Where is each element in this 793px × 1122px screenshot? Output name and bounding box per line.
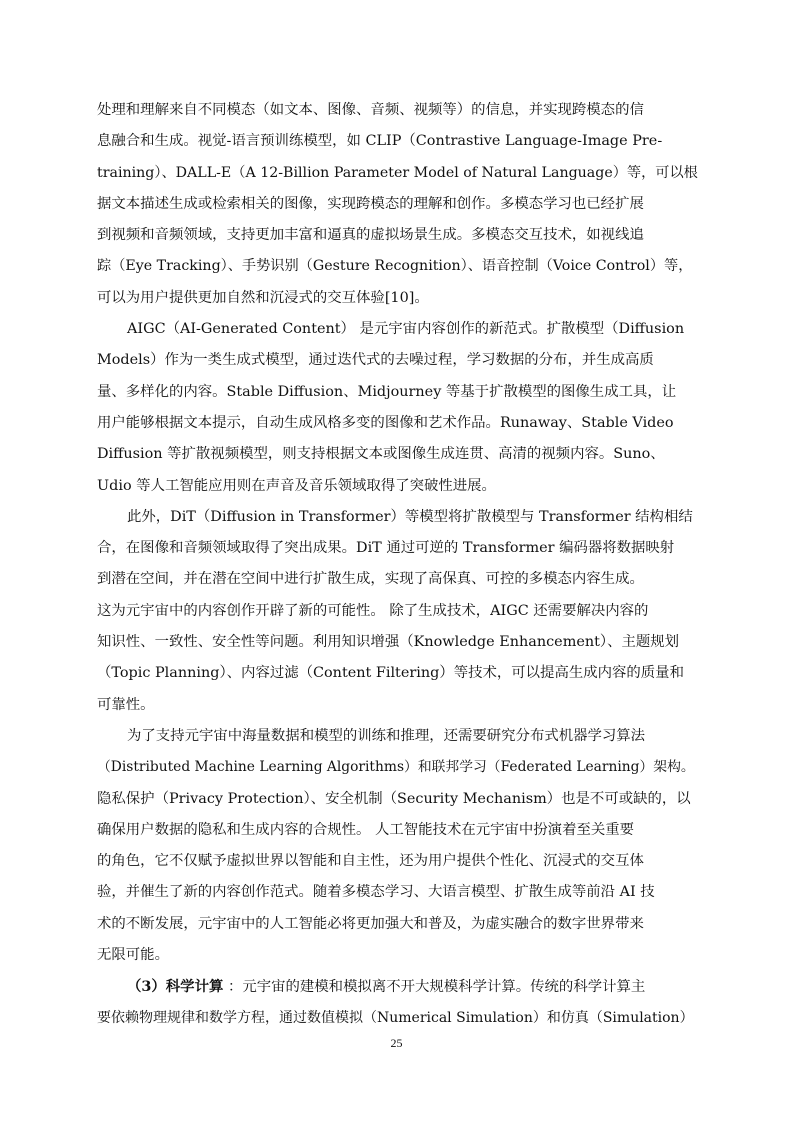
text-line: 合，在图像和音频领域取得了突出成果。DiT 通过可逆的 Transformer 编码器将数据映射 [97,540,675,557]
text-line: 据文本描述生成或检索相关的图像，实现跨模态的理解和创作。多模态学习也已经扩展 [97,195,644,212]
text-line: 可以为用户提供更加自然和沉浸式的交互体验[10]。 [97,289,429,306]
text-line: 隐私保护（Privacy Protection）、安全机制（Security Mechanism）也是不可或缺的，以 [97,790,691,807]
text-line: Models）作为一类生成式模型，通过迭代式的去噪过程，学习数据的分布，并生成高质 [97,352,654,369]
page-number: 25 [390,1036,403,1050]
text-line: Diffusion 等扩散视频模型，则支持根据文本或图像生成连贯、高清的视频内容。Suno、 [97,446,665,463]
text-line: 知识性、一致性、安全性等问题。利用知识增强（Knowledge Enhancement）、主题规划 [97,634,680,651]
text-line: （Distributed Machine Learning Algorithms）和联邦学习（Federated Learning）架构。 [97,759,695,776]
body-text [97,95,700,1034]
text-line: 为了支持元宇宙中海量数据和模型的训练和推理，还需要研究分布式机器学习算法 [127,727,646,744]
text-line: 要依赖物理规律和数学方程，通过数值模拟（Numerical Simulation）和仿真（Simulation） [97,1009,694,1026]
text-line: 的角色，它不仅赋予虚拟世界以智能和自主性，还为用户提供个性化、沉浸式的交互体 [97,853,644,870]
text-line: 息融合和生成。视觉-语言预训练模型，如 CLIP（Contrastive Language-Image Pre- [97,133,663,150]
text-line: AIGC（AI-Generated Content） 是元宇宙内容创作的新范式。扩散模型（Diffusion [127,321,685,338]
text-line: 到视频和音频领域，支持更加丰富和逼真的虚拟场景生成。多模态交互技术，如视线追 [97,227,644,244]
text-line: 术的不断发展，元宇宙中的人工智能必将更加强大和普及，为虚实融合的数字世界带来 [97,915,644,932]
section-heading-science-computing: （3）科学计算 [127,978,224,996]
text-line: 量、多样化的内容。Stable Diffusion、Midjourney 等基于扩散模型的图像生成工具，让 [97,383,677,400]
text-line: training）、DALL-E（A 12-Billion Parameter Model of Natural Language）等，可以根 [97,164,698,181]
text-line: 这为元宇宙中的内容创作开辟了新的可能性。 除了生成技术，AIGC 还需要解决内容的 [97,602,649,619]
text-line: 可靠性。 [97,696,155,713]
text-line: Udio 等人工智能应用则在声音及音乐领域取得了突破性进展。 [97,477,496,494]
text-line: 处理和理解来自不同模态（如文本、图像、音频、视频等）的信息，并实现跨模态的信 [97,102,644,118]
text-span: ：元宇宙的建模和模拟离不开大规模科学计算。传统的科学计算主 [227,979,646,996]
science-computing-line [97,971,700,1002]
text-line: 确保用户数据的隐私和生成内容的合规性。 人工智能技术在元宇宙中扮演着至关重要 [97,821,635,838]
text-line: 到潜在空间，并在潜在空间中进行扩散生成，实现了高保真、可控的多模态内容生成。 [97,571,644,588]
text-line: 用户能够根据文本提示，自动生成风格多变的图像和艺术作品。Runaway、Stable Video [97,414,674,431]
text-line: 无限可能。 [97,947,169,964]
text-line: （Topic Planning）、内容过滤（Content Filtering）等技术，可以提高生成内容的质量和 [97,665,684,682]
text-line: 验，并催生了新的内容创作范式。随着多模态学习、大语言模型、扩散生成等前沿 AI 技 [97,884,655,901]
text-line: 此外，DiT（Diffusion in Transformer）等模型将扩散模型与 Transformer 结构相结 [127,508,693,525]
text-line: 踪（Eye Tracking）、手势识别（Gesture Recognition）、语音控制（Voice Control）等， [97,258,693,275]
